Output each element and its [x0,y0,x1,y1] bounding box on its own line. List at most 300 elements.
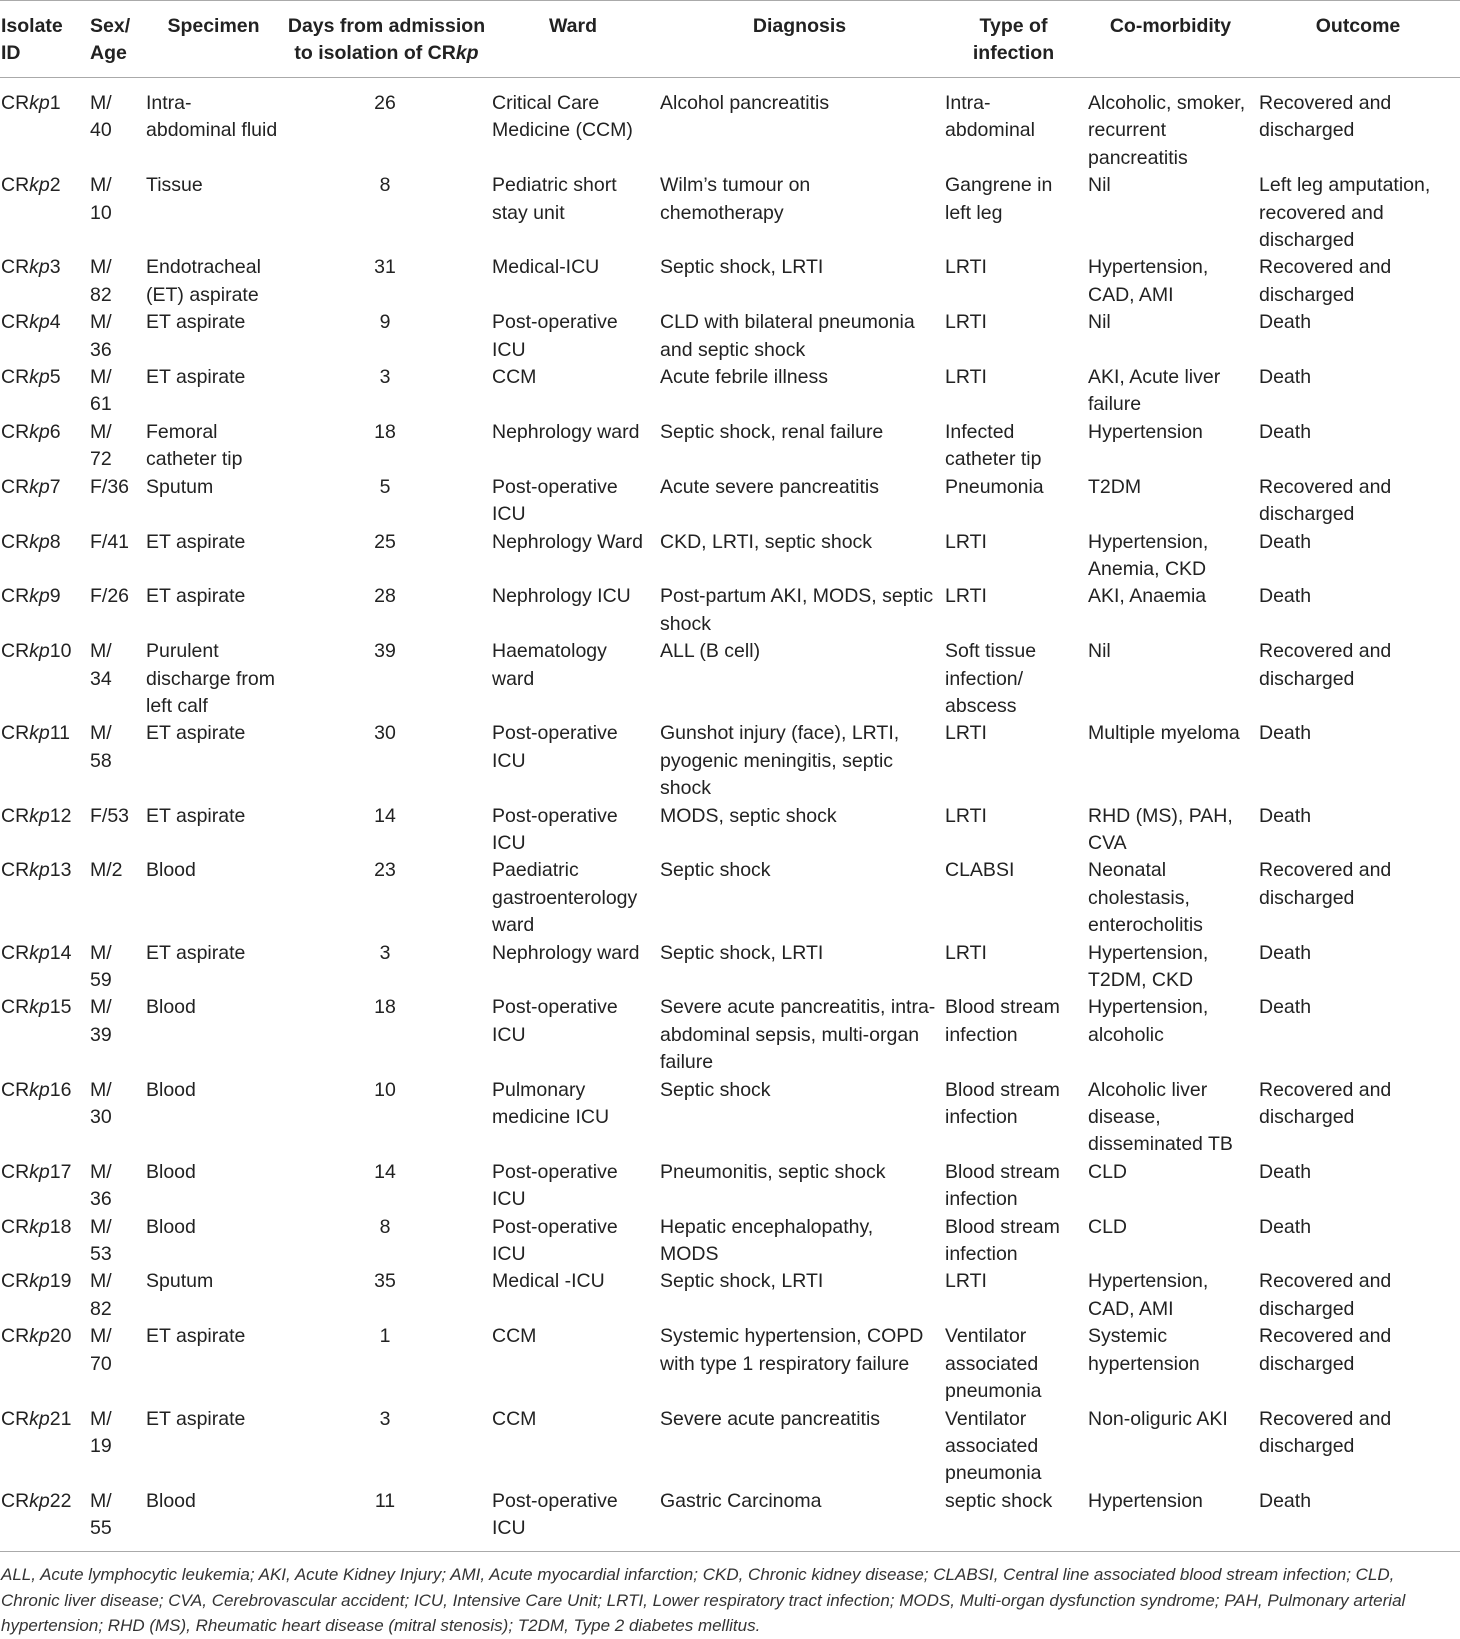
table-row [0,1268,1460,1323]
cell-sex-age: M/ 55 [85,1488,143,1551]
cell-days: 28 [374,585,396,608]
cell-outcome: Recovered and discharged [1259,475,1392,526]
isolate-id-id-italic: kp [29,722,50,745]
cell-specimen: Blood [146,1215,196,1238]
isolate-id-id-num: 16 [49,1078,72,1101]
header-days-text: Days from admission to isolation of CR [287,15,486,64]
isolate-id-id-num: 15 [49,996,72,1019]
cell-type-of-infection: septic shock [942,1488,1085,1551]
isolate-id-id-prefix: CR [1,722,30,745]
isolate-id-id-prefix: CR [1,311,30,334]
cell-diagnosis: Septic shock [660,859,771,882]
cell-diagnosis: Pneumonitis, septic shock [660,1160,886,1183]
cell-outcome: Recovered and discharged [1259,640,1392,690]
table-row [0,857,1460,939]
cell-days: 18 [374,996,396,1019]
header-isolate-id: Isolate ID [0,1,85,78]
cell-isolate-id [0,720,85,802]
table-row [0,1077,1460,1159]
isolate-id-id-num: 12 [49,804,72,827]
cell-specimen: ET aspirate [146,311,246,334]
isolate-id-id-italic: kp [29,640,50,663]
cell-diagnosis: MODS, septic shock [660,804,837,827]
cell-days: 30 [374,722,396,745]
cell-diagnosis: Septic shock, LRTI [660,941,824,964]
isolate-id-id-italic: kp [29,420,50,443]
cell-comorbidity: Non-oliguric AKI [1088,1407,1228,1430]
cell-type-of-infection: Soft tissue infection/ abscess [945,640,1037,717]
cell-isolate-id [0,638,85,720]
cell-days: 25 [374,530,396,553]
cell-comorbidity: Hypertension [1085,1488,1256,1551]
cell-outcome: Death [1259,420,1312,443]
table-row [0,940,1460,995]
isolate-id-id-italic: kp [29,475,50,498]
isolate-id-id-italic: kp [29,804,50,827]
cell-isolate-id [0,1268,85,1323]
table-row [0,254,1460,309]
cell-diagnosis: Hepatic encephalopathy, MODS [660,1215,874,1266]
cell-days: 35 [374,1270,396,1293]
cell-type-of-infection: Intra-abdominal [945,92,1035,142]
cell-diagnosis: Wilm’s tumour on chemotherapy [660,174,811,224]
cell-isolate-id [0,1406,85,1488]
isolate-id-id-prefix: CR [1,256,30,279]
cell-diagnosis: Septic shock [660,1078,771,1101]
cell-type-of-infection: LRTI [945,941,987,964]
isolate-id-id-prefix: CR [1,804,30,827]
header-outcome: Outcome [1256,1,1460,78]
cell-sex-age: M/ 82 [90,256,112,306]
cell-isolate-id [0,254,85,309]
cell-outcome: Death [1259,585,1312,608]
cell-outcome: Death [1259,530,1312,553]
cell-specimen: Endotracheal (ET) aspirate [146,256,261,306]
cell-sex-age: F/36 [90,475,130,498]
isolate-id-id-italic: kp [29,1215,50,1238]
cell-comorbidity: Systemic hypertension [1088,1325,1200,1375]
cell-outcome: Recovered and discharged [1259,859,1392,909]
cell-ward: Post-operative ICU [492,804,618,854]
cell-type-of-infection: Ventilator associated pneumonia [945,1407,1042,1485]
cell-isolate-id [0,1077,85,1159]
cell-isolate-id [0,1488,85,1551]
cell-specimen: ET aspirate [146,941,246,964]
table-row [0,172,1460,254]
cell-sex-age: M/ 82 [90,1270,112,1320]
table-body [0,78,1460,1552]
cell-ward: Post-operative ICU [489,1488,657,1551]
cell-ward: Nephrology ward [492,420,640,443]
cell-ward: Haematology ward [492,640,607,690]
cell-comorbidity: AKI, Anaemia [1088,585,1207,608]
cell-outcome: Death [1259,1215,1312,1238]
cell-specimen: Blood [146,1160,196,1183]
cell-sex-age: F/26 [90,585,130,608]
cell-comorbidity: Hypertension, T2DM, CKD [1088,941,1209,991]
cell-days: 39 [374,640,396,663]
cell-sex-age: M/2 [90,859,123,882]
isolate-id-id-prefix: CR [1,1215,30,1238]
isolate-id-id-italic: kp [29,366,50,389]
cell-isolate-id [0,803,85,858]
cell-comorbidity: RHD (MS), PAH, CVA [1088,804,1233,854]
isolate-id-id-num: 5 [49,366,61,389]
header-sex-age: Sex/ Age [85,1,143,78]
cell-comorbidity: Nil [1088,640,1111,663]
cell-specimen: Femoral catheter tip [146,420,243,471]
cell-comorbidity: Hypertension, Anemia, CKD [1088,530,1209,580]
table-row [0,364,1460,419]
cell-ward: Pulmonary medicine ICU [492,1078,610,1129]
cell-ward: Medical -ICU [492,1270,605,1293]
isolate-id-id-num: 1 [49,92,61,114]
table-footnote: ALL, Acute lymphocytic leukemia; AKI, Acute Kidney Injury; AMI, Acute myocardial infarction; CKD, Chronic kidney disease; CLABSI, Central line associated blood stream infection; CLD, Chronic liver disease; CVA, Cerebrovascular accident; ICU, Intensive Care Unit; LRTI, Lower respiratory tract infection; MODS, Multi-organ dysfunction syndrome; PAH, Pulmonary arterial hypertension; RHD (MS), Rheumatic heart disease (mitral stenosis); T2DM, Type 2 diabetes mellitus. [1,1565,1406,1635]
cell-type-of-infection: CLABSI [945,859,1015,882]
cell-diagnosis: Post-partum AKI, MODS, septic shock [660,585,934,635]
table-row [0,309,1460,364]
cell-outcome: Death [1259,1160,1312,1183]
cell-comorbidity: Hypertension, CAD, AMI [1088,256,1209,306]
cell-specimen: ET aspirate [146,1407,246,1430]
isolate-id-id-italic: kp [29,311,50,334]
cell-sex-age: F/53 [90,804,130,827]
cell-outcome: Death [1259,996,1312,1019]
cell-type-of-infection: Blood stream infection [945,1160,1060,1211]
isolate-id-id-prefix: CR [1,420,30,443]
isolate-id-id-prefix: CR [1,1160,30,1183]
cell-outcome: Death [1259,366,1312,389]
table-row [0,583,1460,638]
header-comorbidity: Co-morbidity [1085,1,1256,78]
cell-diagnosis: Acute febrile illness [660,366,828,389]
cell-ward: Post-operative ICU [492,475,618,526]
cell-type-of-infection: LRTI [945,722,987,745]
cell-specimen: Blood [143,1488,284,1551]
cell-type-of-infection: LRTI [945,366,987,389]
cell-outcome: Recovered and discharged [1259,1270,1392,1320]
cell-specimen: Tissue [146,174,203,197]
cell-comorbidity: Hypertension, alcoholic [1088,996,1209,1046]
cell-diagnosis: Septic shock, LRTI [660,1270,824,1293]
cell-days: 10 [374,1078,396,1101]
isolate-id-id-italic: kp [29,1160,50,1183]
isolate-id-id-num: 20 [49,1325,72,1348]
isolate-id-id-num: 19 [49,1270,72,1293]
cell-isolate-id [0,529,85,584]
isolate-id-id-num: 14 [49,941,72,964]
cell-sex-age: M/ 10 [90,174,112,224]
header-type-of-infection: Type of infection [942,1,1085,78]
isolate-id-id-italic: kp [29,174,50,197]
cell-sex-age: M/ 34 [90,640,112,690]
cell-specimen: ET aspirate [146,722,246,745]
isolate-id-id-prefix: CR [1,366,30,389]
isolate-id-id-prefix: CR [1,1325,30,1348]
cell-comorbidity: Nil [1088,174,1111,197]
cell-days: 8 [379,174,391,197]
cell-isolate-id [0,364,85,419]
cell-outcome: Death [1259,804,1312,827]
table-row [0,1488,1460,1551]
isolate-id-id-italic: kp [29,256,50,279]
cell-outcome: Death [1256,1488,1460,1551]
cell-sex-age: M/ 40 [90,92,112,142]
cell-ward: Nephrology ICU [492,585,631,608]
cell-outcome: Recovered and discharged [1259,1078,1392,1129]
cell-ward: CCM [492,1325,537,1348]
isolate-id-id-prefix: CR [1,585,30,608]
cell-comorbidity: Multiple myeloma [1088,722,1240,745]
isolate-id-id-italic: kp [29,1270,50,1293]
cell-specimen: Sputum [146,475,214,498]
isolate-id-id-num: 10 [49,640,72,663]
cell-days: 11 [284,1488,489,1551]
cell-type-of-infection: LRTI [945,530,987,553]
cell-ward: Post-operative ICU [492,1160,618,1211]
cell-outcome: Death [1259,941,1312,964]
cell-specimen: Blood [146,996,196,1019]
table-row [0,1214,1460,1269]
isolate-id-id-num: 17 [49,1160,72,1183]
cell-outcome: Recovered and discharged [1259,1407,1392,1457]
cell-isolate-id [0,1214,85,1269]
isolate-id-id-num: 21 [49,1407,72,1430]
cell-sex-age: M/ 19 [90,1407,112,1457]
cell-days: 1 [379,1325,391,1348]
isolate-id-id-italic: kp [29,585,50,608]
isolate-id-id-num: 9 [49,585,61,608]
isolate-id-id-prefix: CR [1,530,30,553]
cell-outcome: Death [1259,311,1312,334]
isolate-id-id-italic: kp [29,1325,50,1348]
isolate-id-id-num: 6 [49,420,61,443]
cell-ward: Nephrology Ward [492,530,644,553]
cell-isolate-id [0,583,85,638]
isolate-id-id-italic: kp [29,941,50,964]
cell-type-of-infection: Blood stream infection [945,1215,1060,1266]
cell-sex-age: M/ 36 [90,1160,112,1211]
cell-diagnosis: CLD with bilateral pneumonia and septic shock [660,311,915,361]
cell-specimen: ET aspirate [146,585,246,608]
isolate-id-id-italic: kp [29,996,50,1019]
isolate-id-id-num: 22 [49,1489,72,1512]
cell-isolate-id [0,474,85,529]
cell-type-of-infection: Blood stream infection [945,996,1060,1046]
table-row [0,720,1460,802]
cell-diagnosis: Severe acute pancreatitis, intra-abdominal sepsis, multi-organ failure [660,996,936,1074]
cell-type-of-infection: LRTI [945,311,987,334]
cell-specimen: ET aspirate [146,366,246,389]
isolate-id-id-num: 2 [49,174,61,197]
isolate-id-id-num: 3 [49,256,61,279]
cell-ward: Pediatric short stay unit [492,174,617,224]
cell-specimen: Sputum [146,1270,214,1293]
cell-isolate-id [0,1159,85,1214]
isolate-id-id-prefix: CR [1,92,30,114]
cell-diagnosis: Gastric Carcinoma [657,1488,942,1551]
cell-ward: Paediatric gastroenterology ward [492,859,638,937]
cell-isolate-id [0,994,85,1076]
cell-days: 5 [379,475,391,498]
cell-comorbidity: Alcoholic liver disease, disseminated TB [1088,1078,1233,1156]
cell-specimen: ET aspirate [146,530,246,553]
table-row [0,1323,1460,1405]
header-days [284,1,489,78]
header-row [0,1,1460,78]
cell-isolate-id [0,940,85,995]
cell-diagnosis: Alcohol pancreatitis [660,92,830,114]
cell-ward: Nephrology ward [492,941,640,964]
cell-comorbidity: Hypertension, CAD, AMI [1088,1270,1209,1320]
isolate-id-id-italic: kp [29,1489,50,1512]
isolate-id-id-prefix: CR [1,475,30,498]
isolate-id-id-italic: kp [29,859,50,882]
cell-ward: Post-operative ICU [492,996,618,1046]
table-row [0,1406,1460,1488]
cell-isolate-id [0,78,85,173]
isolate-id-id-prefix: CR [1,174,30,197]
header-diagnosis: Diagnosis [657,1,942,78]
table-row [0,638,1460,720]
isolate-id-id-prefix: CR [1,1270,30,1293]
cell-comorbidity: AKI, Acute liver failure [1088,366,1221,416]
cell-diagnosis: ALL (B cell) [660,640,761,663]
cell-days: 14 [374,804,396,827]
cell-comorbidity: Neonatal cholestasis, enterocholitis [1088,859,1203,937]
table-row [0,474,1460,529]
cell-type-of-infection: Blood stream infection [945,1078,1060,1129]
cell-outcome: Recovered and discharged [1259,256,1392,306]
isolate-id-id-prefix: CR [1,640,30,663]
table-row [0,419,1460,474]
isolate-id-id-num: 4 [49,311,61,334]
isolate-id-id-num: 18 [49,1215,72,1238]
cell-days: 14 [374,1160,396,1183]
cell-ward: CCM [492,1407,537,1430]
cell-sex-age: M/ 61 [90,366,112,416]
cell-type-of-infection: Pneumonia [945,475,1044,498]
cell-days: 3 [379,1407,391,1430]
isolate-id-id-prefix: CR [1,859,30,882]
cell-type-of-infection: LRTI [945,256,987,279]
cell-isolate-id [0,309,85,364]
cell-type-of-infection: Gangrene in left leg [945,174,1053,224]
cell-diagnosis: Gunshot injury (face), LRTI, pyogenic meningitis, septic shock [660,722,900,800]
cell-isolate-id [0,1323,85,1405]
table-row [0,529,1460,584]
cell-sex-age: M/ 36 [90,311,112,361]
cell-outcome: Recovered and discharged [1259,92,1392,142]
cell-outcome: Left leg amputation, recovered and discharged [1259,174,1431,252]
header-days-italic: kp [455,42,479,64]
isolate-id-id-prefix: CR [1,941,30,964]
cell-diagnosis: Septic shock, renal failure [660,420,884,443]
cell-days: 9 [379,311,391,334]
isolate-id-id-italic: kp [29,92,50,114]
cell-type-of-infection: Ventilator associated pneumonia [945,1325,1042,1403]
cell-isolate-id [0,172,85,254]
cell-type-of-infection: LRTI [945,804,987,827]
cell-type-of-infection: LRTI [945,1270,987,1293]
cell-diagnosis: Septic shock, LRTI [660,256,824,279]
cell-comorbidity: CLD [1088,1215,1128,1238]
cell-sex-age: M/ 72 [90,420,112,471]
cell-sex-age: M/ 53 [90,1215,112,1266]
cell-days: 26 [374,92,396,114]
cell-type-of-infection: LRTI [945,585,987,608]
cell-type-of-infection: Infected catheter tip [945,420,1042,471]
table-row [0,1159,1460,1214]
header-specimen: Specimen [143,1,284,78]
cell-sex-age: M/ 39 [90,996,112,1046]
cell-specimen: Blood [146,1078,196,1101]
isolate-id-id-italic: kp [29,1407,50,1430]
cell-ward: Post-operative ICU [492,311,618,361]
cell-sex-age: F/41 [90,530,130,553]
cell-specimen: ET aspirate [146,1325,246,1348]
cell-days: 3 [379,941,391,964]
isolate-id-id-prefix: CR [1,1489,30,1512]
cell-specimen: Purulent discharge from left calf [146,640,275,717]
cell-days: 18 [374,420,396,443]
cell-outcome: Death [1259,722,1312,745]
cell-ward: CCM [492,366,537,389]
isolate-id-id-prefix: CR [1,1407,30,1430]
table-row [0,78,1460,173]
cell-comorbidity: Hypertension [1088,420,1203,443]
table-row [0,803,1460,858]
cell-diagnosis: Acute severe pancreatitis [660,475,879,498]
cell-comorbidity: Alcoholic, smoker, recurrent pancreatitis [1088,92,1246,169]
cell-days: 8 [379,1215,391,1238]
cell-outcome: Recovered and discharged [1259,1325,1392,1375]
cell-ward: Critical Care Medicine (CCM) [492,92,633,142]
cell-diagnosis: CKD, LRTI, septic shock [660,530,873,553]
cell-sex-age: M/ 30 [90,1078,112,1129]
isolate-id-id-num: 11 [49,722,71,745]
cell-specimen: Blood [146,859,196,882]
cell-comorbidity: Nil [1088,311,1111,334]
cell-sex-age: M/ 59 [90,941,112,991]
isolate-id-id-prefix: CR [1,1078,30,1101]
isolate-id-id-italic: kp [29,1078,50,1101]
isolate-id-id-italic: kp [29,530,50,553]
cell-diagnosis: Systemic hypertension, COPD with type 1 respiratory failure [660,1325,924,1375]
isolate-id-id-num: 8 [49,530,61,553]
isolate-id-id-num: 13 [49,859,72,882]
cell-diagnosis: Severe acute pancreatitis [660,1407,881,1430]
isolate-id-id-prefix: CR [1,996,30,1019]
cell-specimen: ET aspirate [146,804,246,827]
cell-sex-age: M/ 58 [90,722,112,772]
header-ward: Ward [489,1,657,78]
cell-days: 23 [374,859,396,882]
cell-days: 3 [379,366,391,389]
cell-ward: Medical-ICU [492,256,600,279]
cell-isolate-id [0,419,85,474]
cell-comorbidity: T2DM [1088,475,1142,498]
cell-sex-age: M/ 70 [90,1325,112,1375]
cell-comorbidity: CLD [1088,1160,1128,1183]
cell-ward: Post-operative ICU [492,1215,618,1266]
cell-ward: Post-operative ICU [492,722,618,772]
isolate-id-id-num: 7 [49,475,61,498]
table-row [0,994,1460,1076]
cell-days: 31 [374,256,396,279]
cell-isolate-id [0,857,85,939]
cell-specimen: Intra-abdominal fluid [146,92,278,142]
